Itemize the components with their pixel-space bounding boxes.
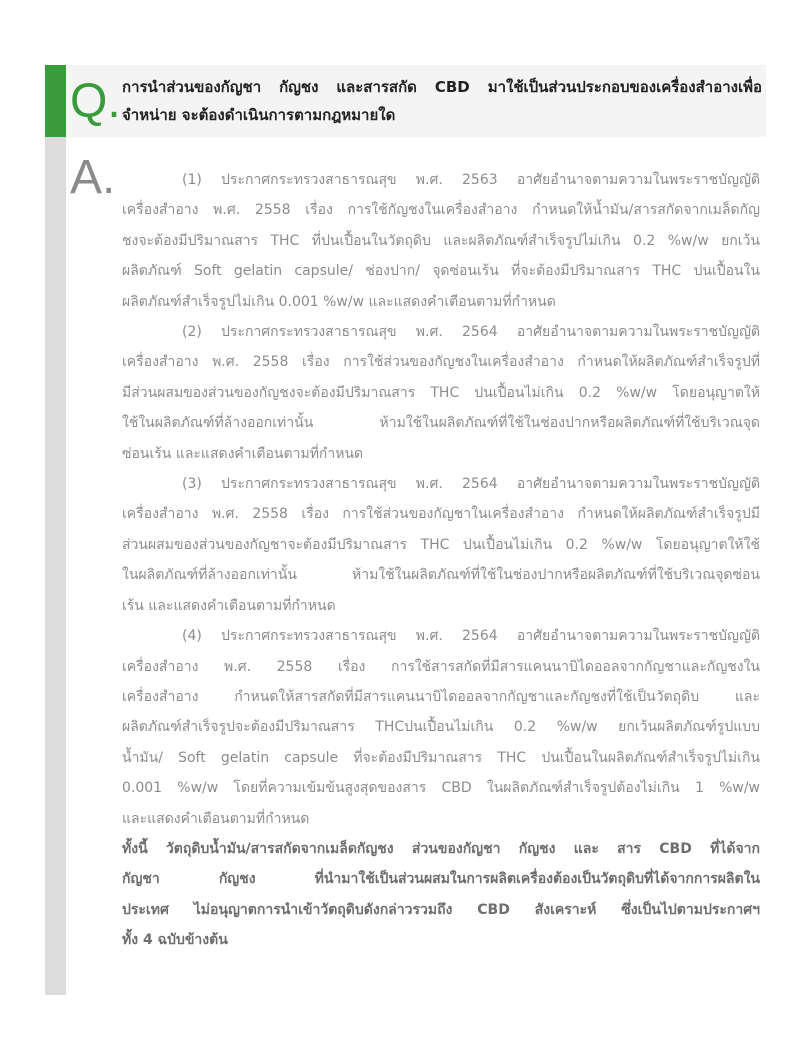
question-marker: Q. [70,75,121,128]
closing-line: ประเทศ ไม่อนุญาตการนำเข้าวัตถุดิบดังกล่าวรวมถึง CBD สังเคราะห์ ซึ่งเป็นไปตามประกาศฯ [122,901,760,918]
answer-line: ผลิตภัณฑ์สำเร็จรูปจะต้องมีปริมาณสาร THCปนเปื้อนไม่เกิน 0.2 %w/w ยกเว้นผลิตภัณฑ์รูปแบบ [122,719,760,736]
answer-line: น้ำมัน/ Soft gelatin capsule ที่จะต้องมีปริมาณสาร THC ปนเปื้อนในผลิตภัณฑ์สำเร็จรูปไม่เกิน [122,749,760,766]
answer-closing-note [122,834,760,956]
answer-line: มีส่วนผสมของส่วนของกัญชงจะต้องมีปริมาณสาร THC ปนเปื้อนไม่เกิน 0.2 %w/w โดยอนุญาตให้ [122,384,760,401]
question-text [122,73,762,129]
question-accent-bar [45,65,66,137]
answer-line: 0.001 %w/w โดยที่ความเข้มข้นสูงสุดของสาร CBD ในผลิตภัณฑ์สำเร็จรูปต้องไม่เกิน 1 %w/w [122,780,760,797]
answer-line: เครื่องสำอาง กำหนดให้สารสกัดที่มีสารแคนนาบิไดออลจากกัญชาและกัญชงที่ใช้เป็นวัตถุดิบ และ [122,688,760,705]
answer-line: ผลิตภัณฑ์ Soft gelatin capsule/ ช่องปาก/ จุดซ่อนเร้น ที่จะต้องมีปริมาณสาร THC ปนเปื้อนใน [122,263,760,280]
side-bar [45,65,66,995]
answer-line: ส่วนผสมของส่วนของกัญชาจะต้องมีปริมาณสาร THC ปนเปื้อนไม่เกิน 0.2 %w/w โดยอนุญาตให้ใช้ [122,536,760,553]
answer-line: ซ่อนเร้น และแสดงคำเตือนตามที่กำหนด [122,445,364,462]
question-line: การนำส่วนของกัญชา กัญชง และสารสกัด CBD มาใช้เป็นส่วนประกอบของเครื่องสำอางเพื่อ [122,78,762,96]
answer-line: ผลิตภัณฑ์สำเร็จรูปไม่เกิน 0.001 %w/w และแสดงคำเตือนตามที่กำหนด [122,293,556,310]
answer-line: เครื่องสำอาง พ.ศ. 2558 เรื่อง การใช้ส่วนของกัญชงในเครื่องสำอาง กำหนดให้ผลิตภัณฑ์สำเร็จรูปที่ [122,354,760,371]
answer-line: (1) ประกาศกระทรวงสาธารณสุข พ.ศ. 2563 อาศัยอำนาจตามความในพระราชบัญญัติ [182,172,760,188]
answer-paragraph [122,165,760,317]
answer-line: ใช้ในผลิตภัณฑ์ที่ล้างออกเท่านั้น ห้ามใช้ในผลิตภัณฑ์ที่ใช้ในช่องปากหรือผลิตภัณฑ์ที่ใช้บริเวณจุด [122,415,760,432]
answer-line: ชงจะต้องมีปริมาณสาร THC ที่ปนเปื้อนในวัตถุดิบ และผลิตภัณฑ์สำเร็จรูปไม่เกิน 0.2 %w/w ยกเว้น [122,232,760,249]
closing-line: ทั้งนี้ วัตถุดิบน้ำมัน/สารสกัดจากเมล็ดกัญชง ส่วนของกัญชา กัญชง และ สาร CBD ที่ได้จาก [122,840,760,857]
answer-paragraph [122,621,760,834]
question-line: จำหน่าย จะต้องดำเนินการตามกฎหมายใด [122,106,396,124]
answer-line: (3) ประกาศกระทรวงสาธารณสุข พ.ศ. 2564 อาศัยอำนาจตามความในพระราชบัญญัติ [182,476,760,493]
answer-line: เครื่องสำอาง พ.ศ. 2558 เรื่อง การใช้ส่วนของกัญชาในเครื่องสำอาง กำหนดให้ผลิตภัณฑ์สำเร็จรูปมี [122,506,760,523]
answer-line: เครื่องสำอาง พ.ศ. 2558 เรื่อง การใช้กัญชงในเครื่องสำอาง กำหนดให้น้ำมัน/สารสกัดจากเมล็ดกัญ [122,202,760,219]
closing-line: ทั้ง 4 ฉบับข้างต้น [122,932,228,949]
closing-line: กัญชา กัญชง ที่นำมาใช้เป็นส่วนผสมในการผลิตเครื่องต้องเป็นวัตถุดิบที่ได้จากการผลิตใน [122,871,760,888]
answer-line: (2) ประกาศกระทรวงสาธารณสุข พ.ศ. 2564 อาศัยอำนาจตามความในพระราชบัญญัติ [182,324,760,341]
answer-text [122,165,760,956]
answer-line: ในผลิตภัณฑ์ที่ล้างออกเท่านั้น ห้ามใช้ในผลิตภัณฑ์ที่ใช้ในช่องปากหรือผลิตภัณฑ์ที่ใช้บริเวณจุดซ่อน [122,567,760,584]
answer-line: และแสดงคำเตือนตามที่กำหนด [122,810,310,827]
answer-paragraph [122,317,760,469]
answer-line: เครื่องสำอาง พ.ศ. 2558 เรื่อง การใช้สารสกัดที่มีสารแคนนาบิไดออลจากกัญชาและกัญชงใน [122,658,760,675]
answer-marker: A. [70,151,116,204]
answer-paragraph [122,469,760,621]
answer-line: (4) ประกาศกระทรวงสาธารณสุข พ.ศ. 2564 อาศัยอำนาจตามความในพระราชบัญญัติ [182,628,760,645]
answer-line: เร้น และแสดงคำเตือนตามที่กำหนด [122,597,336,614]
